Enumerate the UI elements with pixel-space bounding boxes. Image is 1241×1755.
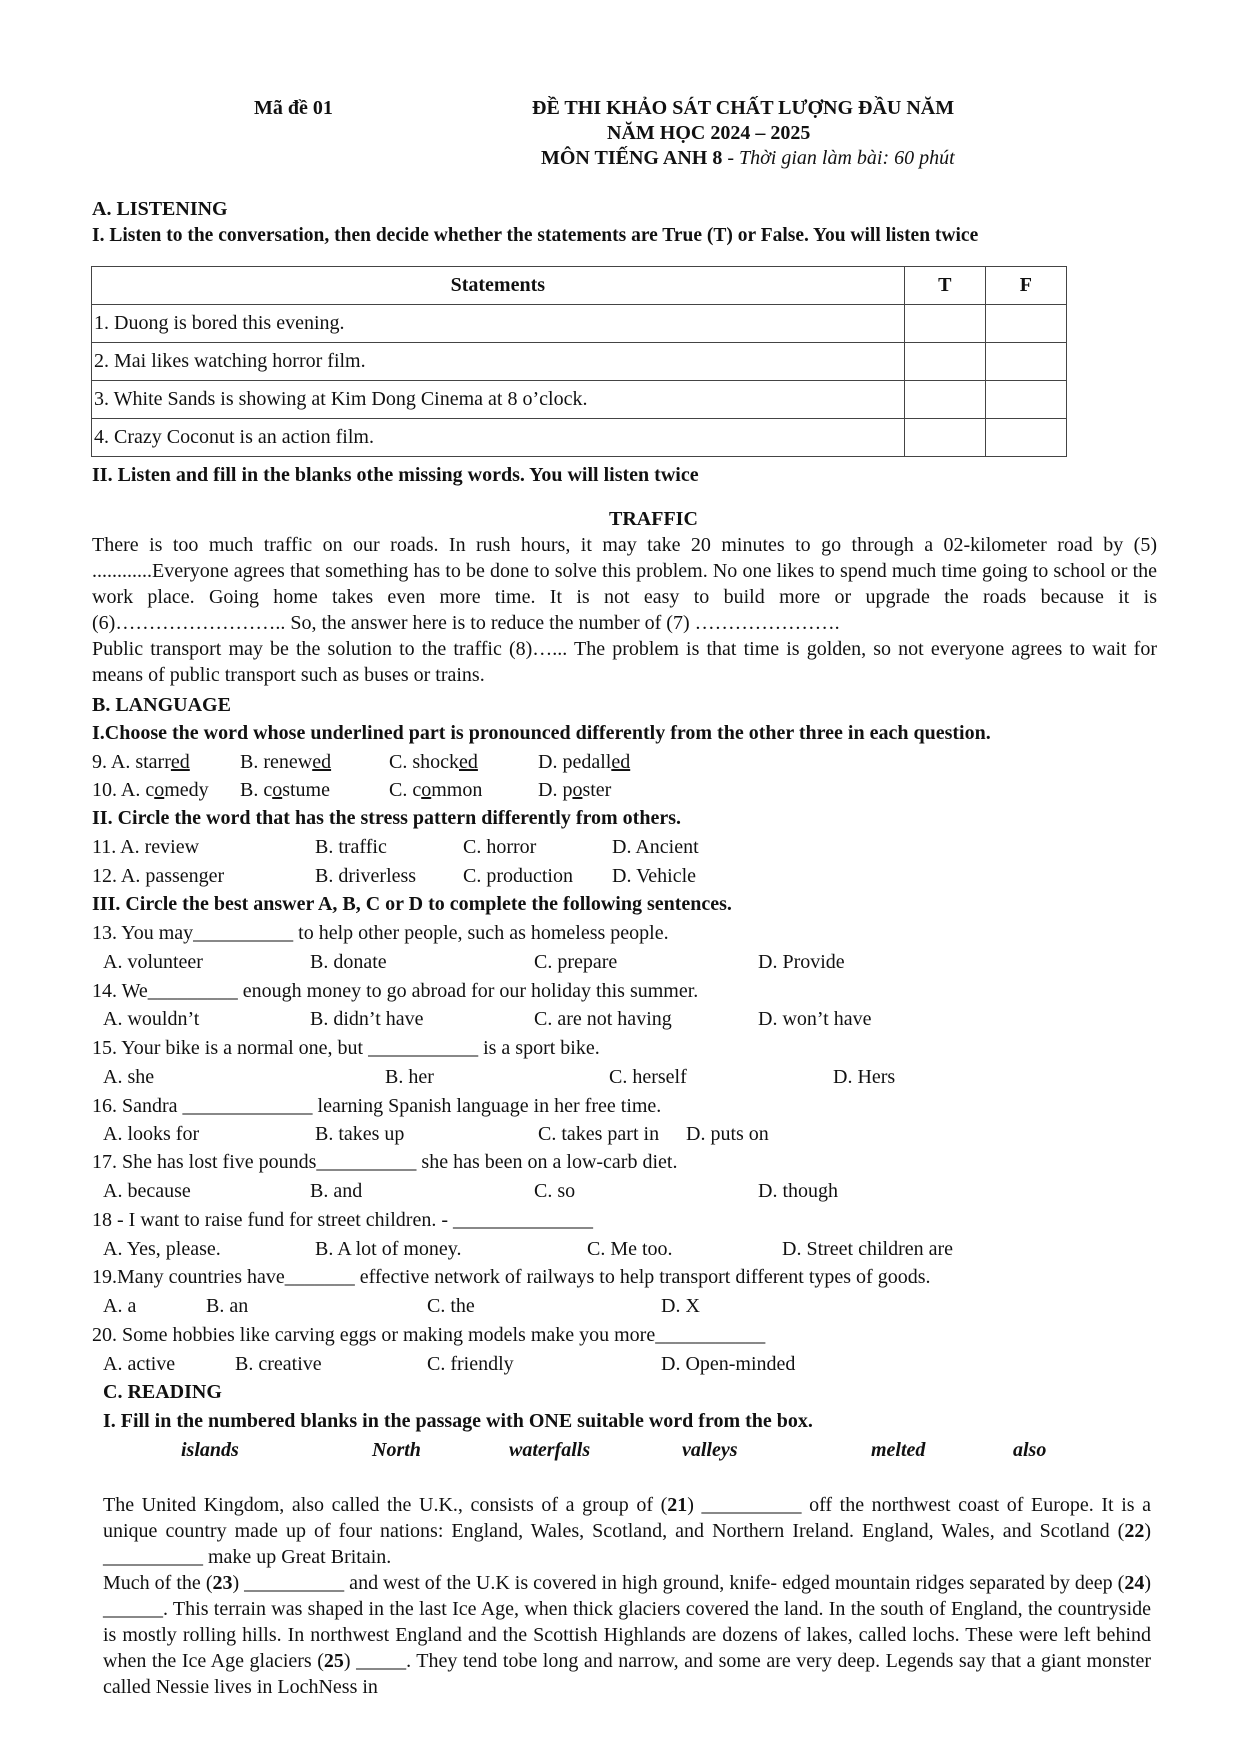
q19-option-b[interactable]: B. an <box>206 1295 249 1317</box>
listening-part1-instruction: I. Listen to the conversation, then decide whether the statements are True (T) or False. You will listen twice <box>92 225 979 246</box>
q13-option-d[interactable]: D. Provide <box>758 951 845 973</box>
q19-option-c[interactable]: C. the <box>427 1295 475 1317</box>
table-header-row <box>92 267 1067 305</box>
uk-passage-p2: Much of the (23) __________ and west of the U.K is covered in high ground, knife- edged mountain ridges separated by deep (24) ______. This terrain was shaped in the last Ice Age, when thick glaciers covered the land. In the south of England, the countryside is mostly rolling hills. In northwest England and the Scottish Highlands are dozens of lakes, called lochs. These were left behind when the Ice Age glaciers (25) _____. They tend tobe long and narrow, and some are very deep. Legends say that a giant monster called Nessie lives in LochNess in <box>103 1572 1151 1698</box>
section-listening-heading: A. LISTENING <box>92 198 228 220</box>
q16-option-c[interactable]: C. takes part in <box>538 1123 660 1145</box>
q15-option-a[interactable]: A. she <box>103 1066 155 1088</box>
traffic-passage-p2: Public transport may be the solution to the traffic (8)…... The problem is that time is golden, so not everyone agrees to wait for means of public transport such as buses or trains. <box>92 638 1157 686</box>
q10-option-c[interactable]: C. common <box>389 779 483 801</box>
q20-option-c[interactable]: C. friendly <box>427 1353 514 1375</box>
subject-name: MÔN TIẾNG ANH 8 <box>541 147 723 169</box>
true-cell[interactable] <box>904 305 985 343</box>
question-16-stem: 16. Sandra _____________ learning Spanish language in her free time. <box>92 1095 662 1117</box>
q14-option-a[interactable]: A. wouldn’t <box>103 1008 200 1030</box>
word-box-item: also <box>1013 1439 1047 1461</box>
q12-option-a[interactable]: 12. A. passenger <box>92 865 225 887</box>
true-cell[interactable] <box>904 343 985 381</box>
word-box-item: islands <box>181 1439 239 1461</box>
q13-option-c[interactable]: C. prepare <box>534 951 618 973</box>
word-box-item: valleys <box>682 1439 738 1461</box>
statement-text: 3. White Sands is showing at Kim Dong Cinema at 8 o’clock. <box>92 381 905 419</box>
q9-option-d[interactable]: D. pedalled <box>538 751 631 773</box>
traffic-passage-p1: There is too much traffic on our roads. In rush hours, it may take 20 minutes to go through a 02-kilometer road by (5) ............Everyone agrees that something has to be done to solve this problem. No one likes to spend much time going to school or the work place. Going home takes even more time. It is not easy to build more or upgrade the roads because it is (6)…………………….. So, the answer here is to reduce the number of (7) …………………. <box>92 534 1157 634</box>
exam-title: ĐỀ THI KHẢO SÁT CHẤT LƯỢNG ĐẦU NĂM <box>532 97 955 119</box>
language-part1-instruction: I.Choose the word whose underlined part is pronounced differently from the other three in each question. <box>92 722 991 744</box>
question-20-stem: 20. Some hobbies like carving eggs or making models make you more___________ <box>92 1324 766 1346</box>
false-cell[interactable] <box>985 419 1066 457</box>
q17-option-c[interactable]: C. so <box>534 1180 576 1202</box>
q9-option-c[interactable]: C. shocked <box>389 751 478 773</box>
question-18-stem: 18 - I want to raise fund for street children. - ______________ <box>92 1209 593 1231</box>
true-header: T <box>904 267 985 305</box>
q9-option-b[interactable]: B. renewed <box>240 751 332 773</box>
q19-option-d[interactable]: D. X <box>661 1295 700 1317</box>
question-17-stem: 17. She has lost five pounds__________ she has been on a low-carb diet. <box>92 1151 678 1173</box>
uk-passage-p1: The United Kingdom, also called the U.K., consists of a group of (21) __________ off the northwest coast of Europe. It is a unique country made up of four nations: England, Wales, Scotland, and Northern Ireland. England, Wales, and Scotland (22) __________ make up Great Britain. <box>103 1494 1151 1568</box>
q20-option-b[interactable]: B. creative <box>235 1353 322 1375</box>
language-part3-instruction: III. Circle the best answer A, B, C or D to complete the following sentences. <box>92 893 732 915</box>
q14-option-c[interactable]: C. are not having <box>534 1008 672 1030</box>
question-10: 10. A. comedy <box>92 779 209 801</box>
q13-option-a[interactable]: A. volunteer <box>103 951 203 973</box>
table-row <box>92 305 1067 343</box>
question-19-stem: 19.Many countries have_______ effective network of railways to help transport different types of goods. <box>92 1266 931 1288</box>
true-cell[interactable] <box>904 419 985 457</box>
q11-option-d[interactable]: D. Ancient <box>612 836 699 858</box>
statement-text: 1. Duong is bored this evening. <box>92 305 905 343</box>
section-reading-heading: C. READING <box>103 1381 222 1403</box>
q12-option-d[interactable]: D. Vehicle <box>612 865 697 887</box>
false-cell[interactable] <box>985 343 1066 381</box>
statement-text: 4. Crazy Coconut is an action film. <box>92 419 905 457</box>
q10-option-b[interactable]: B. costume <box>240 779 330 801</box>
table-row <box>92 381 1067 419</box>
q16-option-d[interactable]: D. puts on <box>686 1123 769 1145</box>
question-15-stem: 15. Your bike is a normal one, but ___________ is a sport bike. <box>92 1037 600 1059</box>
school-year: NĂM HỌC 2024 – 2025 <box>607 122 811 144</box>
section-language-heading: B. LANGUAGE <box>92 694 231 716</box>
q20-option-d[interactable]: D. Open-minded <box>661 1353 796 1375</box>
q11-option-c[interactable]: C. horror <box>463 836 537 858</box>
q13-option-b[interactable]: B. donate <box>310 951 387 973</box>
q17-option-d[interactable]: D. though <box>758 1180 838 1202</box>
word-box-item: waterfalls <box>509 1439 591 1461</box>
table-row <box>92 419 1067 457</box>
exam-time: - Thời gian làm bài: 60 phút <box>722 147 955 169</box>
q16-option-a[interactable]: A. looks for <box>103 1123 200 1145</box>
statement-text: 2. Mai likes watching horror film. <box>92 343 905 381</box>
subject-line <box>541 146 955 171</box>
false-cell[interactable] <box>985 381 1066 419</box>
true-cell[interactable] <box>904 381 985 419</box>
statements-header: Statements <box>92 267 905 305</box>
q14-option-d[interactable]: D. won’t have <box>758 1008 872 1030</box>
q11-option-a[interactable]: 11. A. review <box>92 836 200 858</box>
q11-option-b[interactable]: B. traffic <box>315 836 387 858</box>
q14-option-b[interactable]: B. didn’t have <box>310 1008 424 1030</box>
reading-part1-instruction: I. Fill in the numbered blanks in the passage with ONE suitable word from the box. <box>103 1410 813 1432</box>
question-13-stem: 13. You may__________ to help other people, such as homeless people. <box>92 922 669 944</box>
q18-option-a[interactable]: A. Yes, please. <box>103 1238 221 1260</box>
q16-option-b[interactable]: B. takes up <box>315 1123 405 1145</box>
word-box-item: North <box>372 1439 421 1461</box>
q18-option-b[interactable]: B. A lot of money. <box>315 1238 462 1260</box>
q12-option-b[interactable]: B. driverless <box>315 865 417 887</box>
word-box-item: melted <box>871 1439 926 1461</box>
false-header: F <box>985 267 1066 305</box>
q15-option-d[interactable]: D. Hers <box>833 1066 896 1088</box>
exam-code: Mã đề 01 <box>254 97 333 119</box>
statements-table <box>91 266 1067 457</box>
question-14-stem: 14. We_________ enough money to go abroad for our holiday this summer. <box>92 980 699 1002</box>
q17-option-a[interactable]: A. because <box>103 1180 191 1202</box>
uk-passage <box>103 1492 1151 1700</box>
table-row <box>92 343 1067 381</box>
language-part2-instruction: II. Circle the word that has the stress pattern differently from others. <box>92 807 681 829</box>
question-9: 9. A. starred <box>92 751 190 773</box>
traffic-passage <box>92 532 1157 688</box>
q20-option-a[interactable]: A. active <box>103 1353 176 1375</box>
listening-part2-instruction: II. Listen and fill in the blanks othe missing words. You will listen twice <box>92 464 699 486</box>
q10-option-d[interactable]: D. poster <box>538 779 612 801</box>
q15-option-b[interactable]: B. her <box>385 1066 434 1088</box>
q19-option-a[interactable]: A. a <box>103 1295 137 1317</box>
false-cell[interactable] <box>985 305 1066 343</box>
q18-option-c[interactable]: C. Me too. <box>587 1238 673 1260</box>
q17-option-b[interactable]: B. and <box>310 1180 363 1202</box>
q18-option-d[interactable]: D. Street children are <box>782 1238 954 1260</box>
q12-option-c[interactable]: C. production <box>463 865 573 887</box>
q15-option-c[interactable]: C. herself <box>609 1066 687 1088</box>
passage-title: TRAFFIC <box>609 508 698 530</box>
